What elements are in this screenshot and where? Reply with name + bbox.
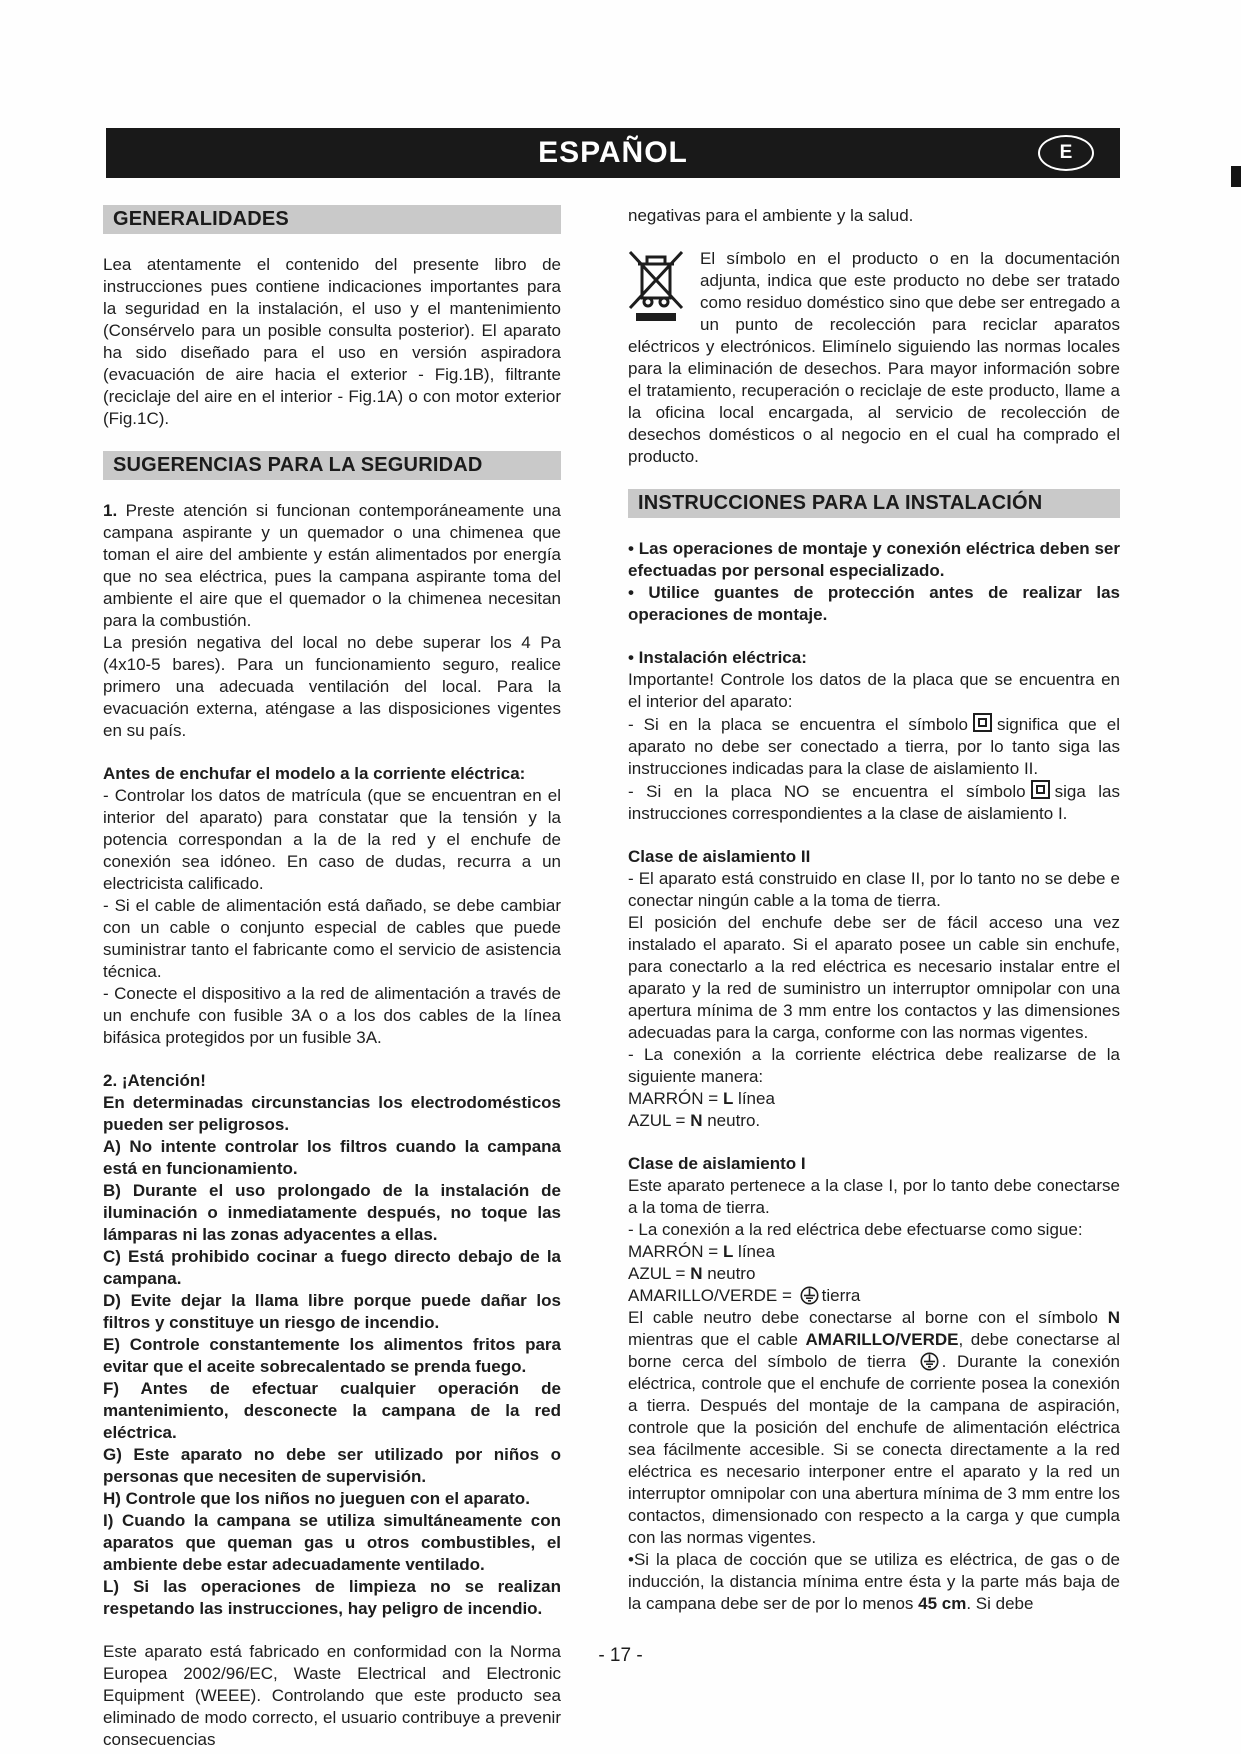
wire-yellow-green-post: tierra (821, 1286, 861, 1305)
warning-item-l: L) Si las operaciones de limpieza no se realizan respetando las instrucciones, hay peligro de incendio. (103, 1577, 561, 1618)
symbol-line-1 (628, 713, 1120, 780)
wire-brown-line (628, 1088, 1120, 1110)
install-bullet-2: • Utilice guantes de protección antes de realizar las operaciones de montaje. (628, 583, 1120, 624)
wire-blue-post: neutro (702, 1264, 756, 1283)
wire-blue-letter: N (690, 1264, 703, 1283)
symbol-line-2-pre: - Si en la placa NO se encuentra el símbolo (628, 782, 1026, 801)
symbol-line-2 (628, 780, 1120, 825)
warning-item-g: G) Este aparato no debe ser utilizado por niños o personas que necesiten de supervisión. (103, 1445, 561, 1486)
wire-brown-pre: MARRÓN = (628, 1242, 723, 1261)
neutral-bold-yellow-green: AMARILLO/VERDE (805, 1330, 959, 1349)
wire-brown-line-2 (628, 1241, 1120, 1263)
wire-blue-line (628, 1110, 1120, 1132)
hob-distance-pre: •Si la placa de cocción que se utiliza es eléctrica, de gas o de inducción, la distancia mínima entre ésta y la parte más baja de la campana debe ser de por lo menos (628, 1550, 1120, 1613)
warning-item-i: I) Cuando la campana se utiliza simultáneamente con aparatos que queman gas u otros combustibles, el ambiente debe estar adecuadamente ventilado. (103, 1511, 561, 1574)
warning-item-a: A) No intente controlar los filtros cuando la campana está en funcionamiento. (103, 1137, 561, 1178)
install-bullet-1: • Las operaciones de montaje y conexión eléctrica deben ser efectuadas por personal especializado. (628, 539, 1120, 580)
weee-crossed-out-bin-icon (628, 250, 690, 324)
page-number: - 17 - (598, 1645, 643, 1666)
section-header-sugerencias: SUGERENCIAS PARA LA SEGURIDAD (103, 451, 561, 480)
wire-blue-pre: AZUL = (628, 1264, 691, 1283)
weee-conformity-paragraph: Este aparato está fabricado en conformidad con la Norma Europea 2002/96/EC, Waste Electrical and Electronic Equipment (WEEE). Controlando que este producto sea eliminado de modo correcto, el usuario contribuye a prevenir consecuencias (103, 1642, 561, 1749)
class-ii-paragraph-1: - El aparato está construido en clase II, por lo tanto no se debe e conectar ningún cable a la toma de tierra. (628, 869, 1120, 910)
continuation-paragraph: negativas para el ambiente y la salud. (628, 206, 914, 225)
hob-distance-post: . Si debe (966, 1594, 1034, 1613)
pressure-paragraph: La presión negativa del local no debe superar los 4 Pa (4x10-5 bares). Para un funcionamiento seguro, realice primero una adecuada ventilación del local. Para la evacuación externa, aténgase a las disposiciones vigentes en su país. (103, 633, 561, 740)
page-title: ESPAÑOL (538, 136, 688, 169)
wire-brown-letter: L (722, 1242, 734, 1261)
wire-yellow-green-line (628, 1285, 1120, 1307)
weee-symbol-paragraph: El símbolo en el producto o en la documentación adjunta, indica que este producto no debe ser tratado como residuo doméstico sino que debe ser entregado a un punto de recolección para reciclar aparatos eléctricos y electrónicos. Elimínelo siguiendo las normas locales para la eliminación de desechos. Para mayor información sobre el tratamiento, recuperación o reciclaje de este producto, llame a la oficina local encargada, al servicio de recolección de desechos domésticos o al negocio en el cual ha comprado el producto. (628, 249, 1120, 466)
intro-paragraph: Lea atentamente el contenido del presente libro de instrucciones pues contiene indicaciones importantes para la seguridad en la instalación, el uso y el mantenimiento (Consérvelo para un posible consulta posterior). El aparato ha sido diseñado para el uso en versión aspiradora (evacuación de aire hacia el exterior - Fig.1B), filtrante (reciclaje del aire en el interior - Fig.1A) o con motor exterior (Fig.1C). (103, 255, 561, 428)
wire-blue-pre: AZUL = (628, 1111, 691, 1130)
neutral-part-3: , debe conectarse al borne cerca del símbolo de tierra (628, 1330, 1120, 1371)
symbol-line-2-post: siga las instrucciones correspondientes a la clase de aislamiento I. (628, 782, 1121, 823)
neutral-part-1: El cable neutro debe conectarse al borne con el símbolo (628, 1308, 1108, 1327)
neutral-part-4: . Durante la conexión eléctrica, controle que el enchufe de corriente posea la conexión a tierra. Después del montaje de la campana de aspiración, controle que la posición del enchufe de alimentación eléctrica sea fácilmente accesible. Si se conecta directamente a la red eléctrica es necesario interponer entre el aparato y la red un interruptor omnipolar con una abertura mínima de 3 mm entre los contactos, dimensionado con respecto a la carga y que cumpla con las normas vigentes. (628, 1352, 1120, 1547)
warning-item-f: F) Antes de efectuar cualquier operación de mantenimiento, desconecte la campana de la red eléctrica. (103, 1379, 561, 1442)
earth-ground-icon (800, 1286, 819, 1305)
warning-item-d: D) Evite dejar la llama libre porque puede dañar los filtros y constituye un riesgo de incendio. (103, 1291, 561, 1332)
class-i-title: Clase de aislamiento I (628, 1154, 806, 1173)
wire-yellow-green-pre: AMARILLO/VERDE = (628, 1286, 797, 1305)
hob-distance-value: 45 cm (918, 1594, 967, 1613)
section-header-generalidades: GENERALIDADES (103, 205, 561, 234)
symbol-line-1-pre: - Si en la placa se encuentra el símbolo (628, 715, 968, 734)
wire-brown-post: línea (733, 1242, 775, 1261)
warning-item-b: B) Durante el uso prolongado de la instalación de iluminación o inmediatamente después, no toque las lámparas ni las zonas adyacentes a ellas. (103, 1181, 561, 1244)
safety-item-1-number: 1. (103, 501, 118, 520)
hob-distance-paragraph (628, 1549, 1120, 1615)
before-plug-title: Antes de enchufar el modelo a la corriente eléctrica: (103, 764, 526, 783)
language-badge (1038, 135, 1094, 171)
electric-install-intro: Importante! Controle los datos de la placa que se encuentra en el interior del aparato: (628, 670, 1120, 711)
page-edge-mark (1231, 166, 1241, 187)
class-ii-double-square-icon (973, 713, 992, 732)
neutral-part-2: mientras que el cable (628, 1330, 806, 1349)
left-column (103, 205, 561, 1751)
right-column (628, 205, 1120, 1615)
wire-blue-post: neutro. (702, 1111, 761, 1130)
plug-item: - Si el cable de alimentación está dañado, se debe cambiar con un cable o conjunto especial de cables que puede suministrar tanto el fabricante como el servicio de asistencia técnica. (103, 896, 561, 981)
class-ii-paragraph-2: El posición del enchufe debe ser de fácil acceso una vez instalado el aparato. Si el aparato posee un cable sin enchufe, para conectarlo a la red eléctrica es necesario instalar entre el aparato y la red de suministro un interruptor omnipolar con una apertura mínima de 3 mm entre los contactos y las dimensiones adecuadas para la carga, conforme con las normas vigentes. (628, 913, 1120, 1042)
wire-blue-line-2 (628, 1263, 1120, 1285)
class-i-paragraph-2: - La conexión a la red eléctrica debe efectuarse como sigue: (628, 1220, 1083, 1239)
neutral-wire-paragraph (628, 1307, 1120, 1549)
warning-item-e: E) Controle constantemente los alimentos fritos para evitar que el aceite sobrecalentado se prenda fuego. (103, 1335, 561, 1376)
section-header-instrucciones: INSTRUCCIONES PARA LA INSTALACIÓN (628, 489, 1120, 518)
warning-item-h: H) Controle que los niños no jueguen con el aparato. (103, 1489, 530, 1508)
warning-item-c: C) Está prohibido cocinar a fuego directo debajo de la campana. (103, 1247, 561, 1288)
wire-brown-post: línea (733, 1089, 775, 1108)
wire-blue-letter: N (690, 1111, 703, 1130)
wire-brown-pre: MARRÓN = (628, 1089, 723, 1108)
attention-intro: En determinadas circunstancias los electrodomésticos pueden ser peligrosos. (103, 1093, 561, 1134)
plug-item: - Controlar los datos de matrícula (que se encuentran en el interior del aparato) para constatar que la tensión y la potencia correspondan a la de la red y el enchufe de conexión sea idóneo. En caso de dudas, recurra a un electricista calificado. (103, 786, 561, 893)
attention-title: 2. ¡Atención! (103, 1071, 206, 1090)
class-i-paragraph-1: Este aparato pertenece a la clase I, por lo tanto debe conectarse a la toma de tierra. (628, 1176, 1120, 1217)
safety-item-1-text: Preste atención si funcionan contemporáneamente una campana aspirante y un quemador o una chimenea que toman el aire del ambiente y están alimentados por energía que no sea eléctrica, pues la campana aspirante toma del ambiente el aire que el quemador o la chimenea necesitan para la combustión. (103, 501, 561, 630)
safety-item-1 (103, 500, 561, 632)
language-badge-letter: E (1059, 142, 1073, 163)
electric-install-title: • Instalación eléctrica: (628, 648, 807, 667)
weee-symbol-paragraph-wrap (628, 248, 1120, 468)
class-ii-title: Clase de aislamiento II (628, 847, 811, 866)
class-ii-paragraph-3: - La conexión a la corriente eléctrica debe realizarse de la siguiente manera: (628, 1045, 1120, 1086)
earth-ground-icon (920, 1352, 939, 1371)
wire-brown-letter: L (722, 1089, 734, 1108)
neutral-bold-n: N (1107, 1308, 1120, 1327)
symbol-line-1-post: significa que el aparato no debe ser conectado a tierra, por lo tanto siga las instrucciones indicadas para la clase de aislamiento II. (628, 715, 1120, 778)
language-header-bar (106, 128, 1120, 178)
plug-item: - Conecte el dispositivo a la red de alimentación a través de un enchufe con fusible 3A o a los dos cables de la línea bifásica protegidos por un fusible 3A. (103, 984, 561, 1047)
class-ii-double-square-icon (1031, 780, 1050, 799)
